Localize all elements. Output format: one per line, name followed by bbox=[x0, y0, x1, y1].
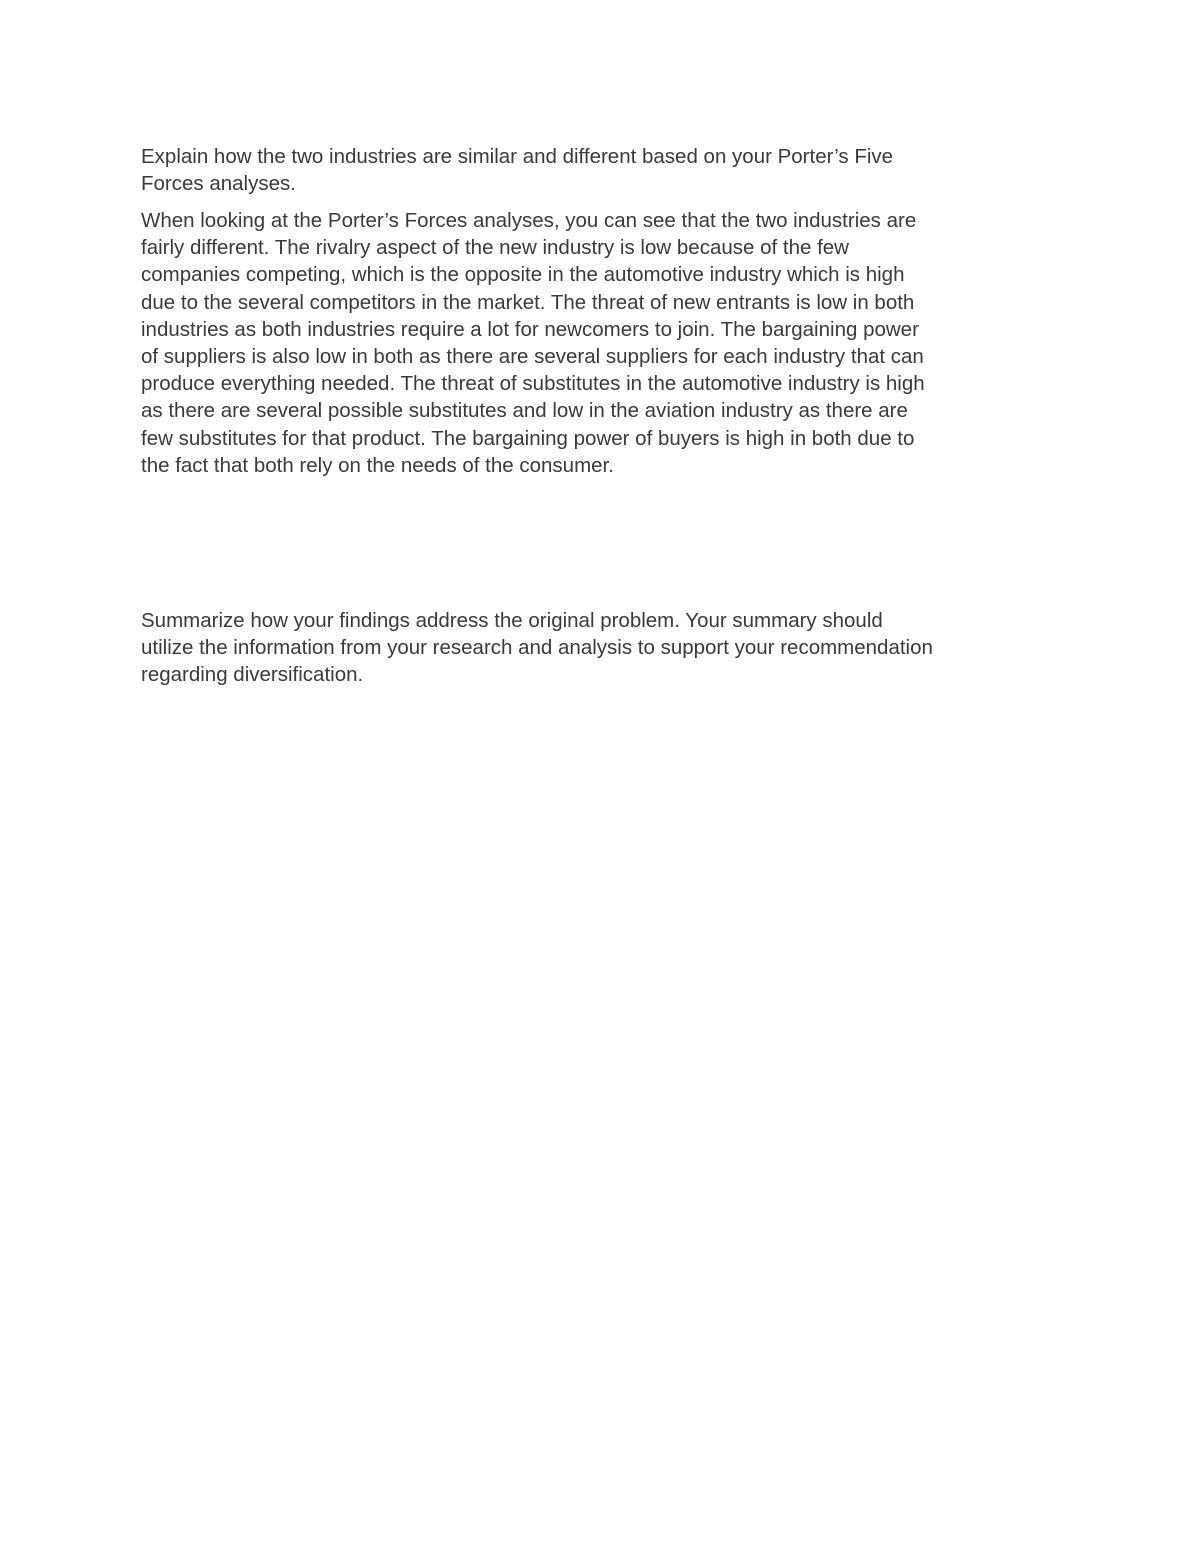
answer-porters-comparison: When looking at the Porter’s Forces analyses, you can see that the two industries are fairly different. The rivalry aspect of the new industry is low because of the few companies competing, which is the opposite in the automotive industry which is high due to the several competitors in the market. The threat of new entrants is low in both industries as both industries require a lot for newcomers to join. The bargaining power of suppliers is also low in both as there are several suppliers for each industry that can produce everything needed. The threat of substitutes in the automotive industry is high as there are several possible substitutes and low in the aviation industry as there are few substitutes for that product. The bargaining power of buyers is high in both due to the fact that both rely on the needs of the consumer. bbox=[141, 209, 925, 477]
prompt-summary: Summarize how your findings address the original problem. Your summary should utilize the information from your research and analysis to support your recommendation regarding diversification. bbox=[141, 609, 933, 687]
prompt-porters-comparison: Explain how the two industries are similar and different based on your Porter’s Five Forces analyses. bbox=[141, 145, 894, 196]
